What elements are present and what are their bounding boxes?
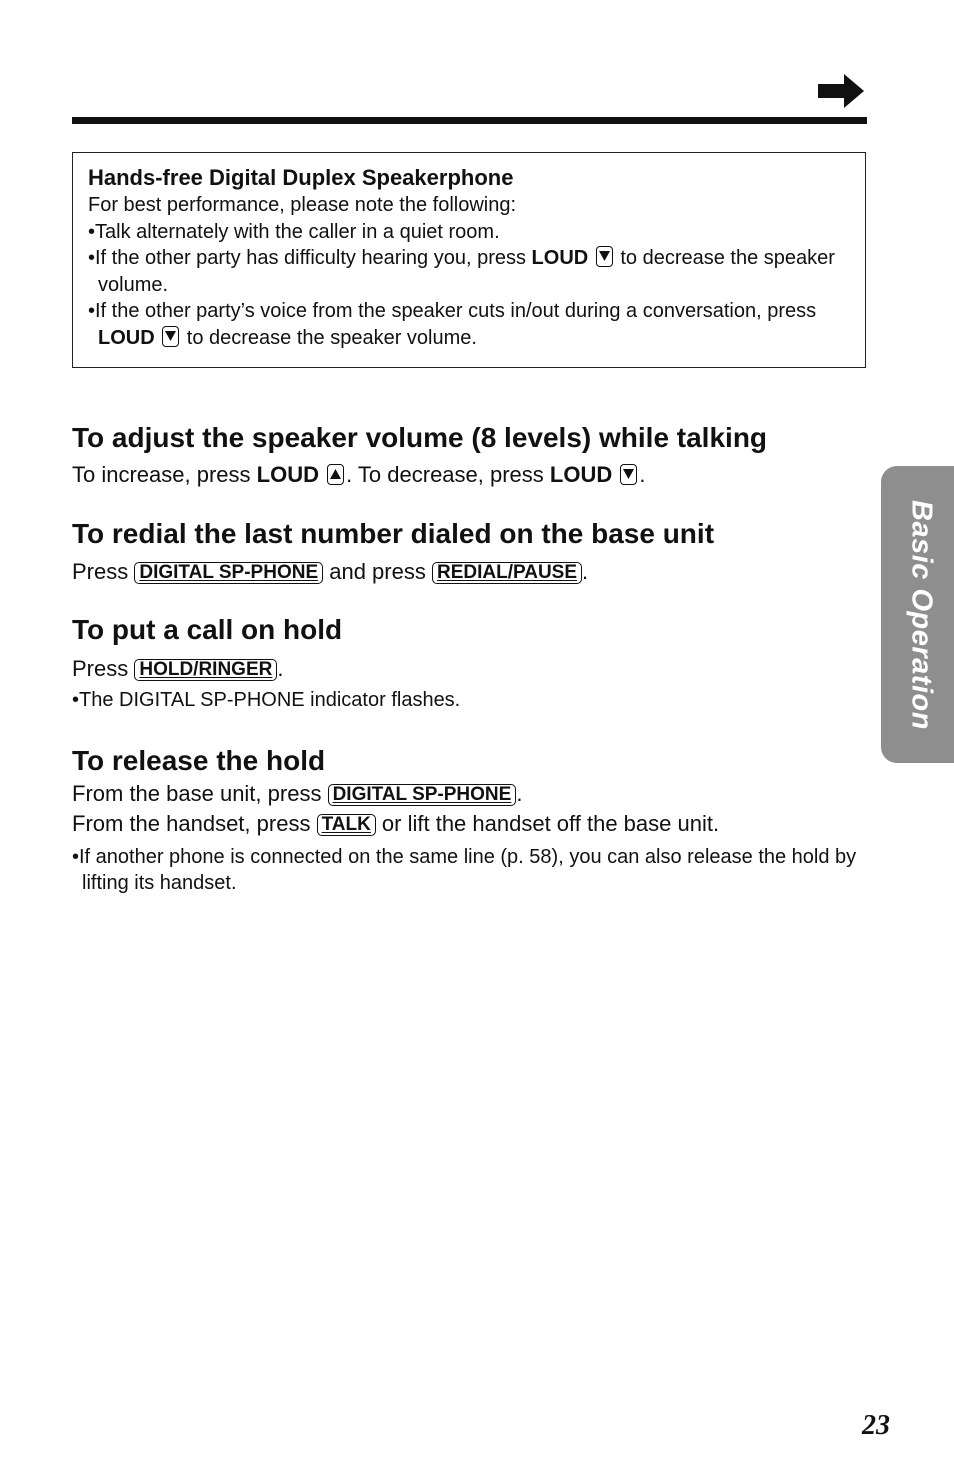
section-redial [72, 517, 872, 587]
note-box-bullet: •If the other party’s voice from the speaker cuts in/out during a conversation, press LOUD to decrease the speaker volume. [88, 300, 817, 349]
right-arrow-icon [818, 74, 864, 108]
digital-sp-phone-key: DIGITAL SP-PHONE [328, 784, 517, 806]
section-note: •If another phone is connected on the same line (p. 58), you can also release the hold by lifting its handset. [72, 846, 857, 894]
section-hold [72, 613, 872, 713]
down-arrow-key-icon [596, 246, 613, 267]
down-arrow-key-icon [620, 464, 637, 485]
section-heading: To release the hold [72, 745, 326, 776]
speakerphone-note-box [72, 152, 866, 368]
page-number: 23 [862, 1410, 890, 1441]
down-arrow-key-icon [162, 326, 179, 347]
section-heading: To put a call on hold [72, 614, 343, 645]
section-volume [72, 421, 872, 490]
section-heading: To redial the last number dialed on the base unit [72, 518, 715, 549]
side-tab-label: Basic Operation [905, 499, 938, 730]
talk-key: TALK [317, 814, 376, 836]
up-arrow-key-icon [327, 464, 344, 485]
note-box-bullet: •If the other party has difficulty hearing you, press LOUD to decrease the speaker volume. [88, 247, 835, 296]
hold-ringer-key: HOLD/RINGER [134, 659, 277, 681]
section-body: From the handset, press TALK or lift the handset off the base unit. [72, 811, 720, 836]
side-tab [881, 466, 954, 763]
section-body: Press DIGITAL SP-PHONE and press REDIAL/PAUSE . [72, 559, 589, 584]
note-box-title: Hands-free Digital Duplex Speakerphone [88, 165, 514, 190]
section-body: To increase, press LOUD . To decrease, press LOUD . [72, 462, 646, 487]
note-box-intro: For best performance, please note the following: [88, 194, 517, 216]
section-body: Press HOLD/RINGER . [72, 656, 284, 681]
redial-pause-key: REDIAL/PAUSE [432, 562, 582, 584]
section-release [72, 744, 872, 896]
digital-sp-phone-key: DIGITAL SP-PHONE [134, 562, 323, 584]
section-body: From the base unit, press DIGITAL SP-PHONE . [72, 781, 523, 806]
note-box-bullet: •Talk alternately with the caller in a quiet room. [88, 220, 500, 243]
section-heading: To adjust the speaker volume (8 levels) while talking [72, 422, 768, 453]
section-note: •The DIGITAL SP-PHONE indicator flashes. [72, 689, 461, 711]
top-rule [72, 117, 867, 124]
